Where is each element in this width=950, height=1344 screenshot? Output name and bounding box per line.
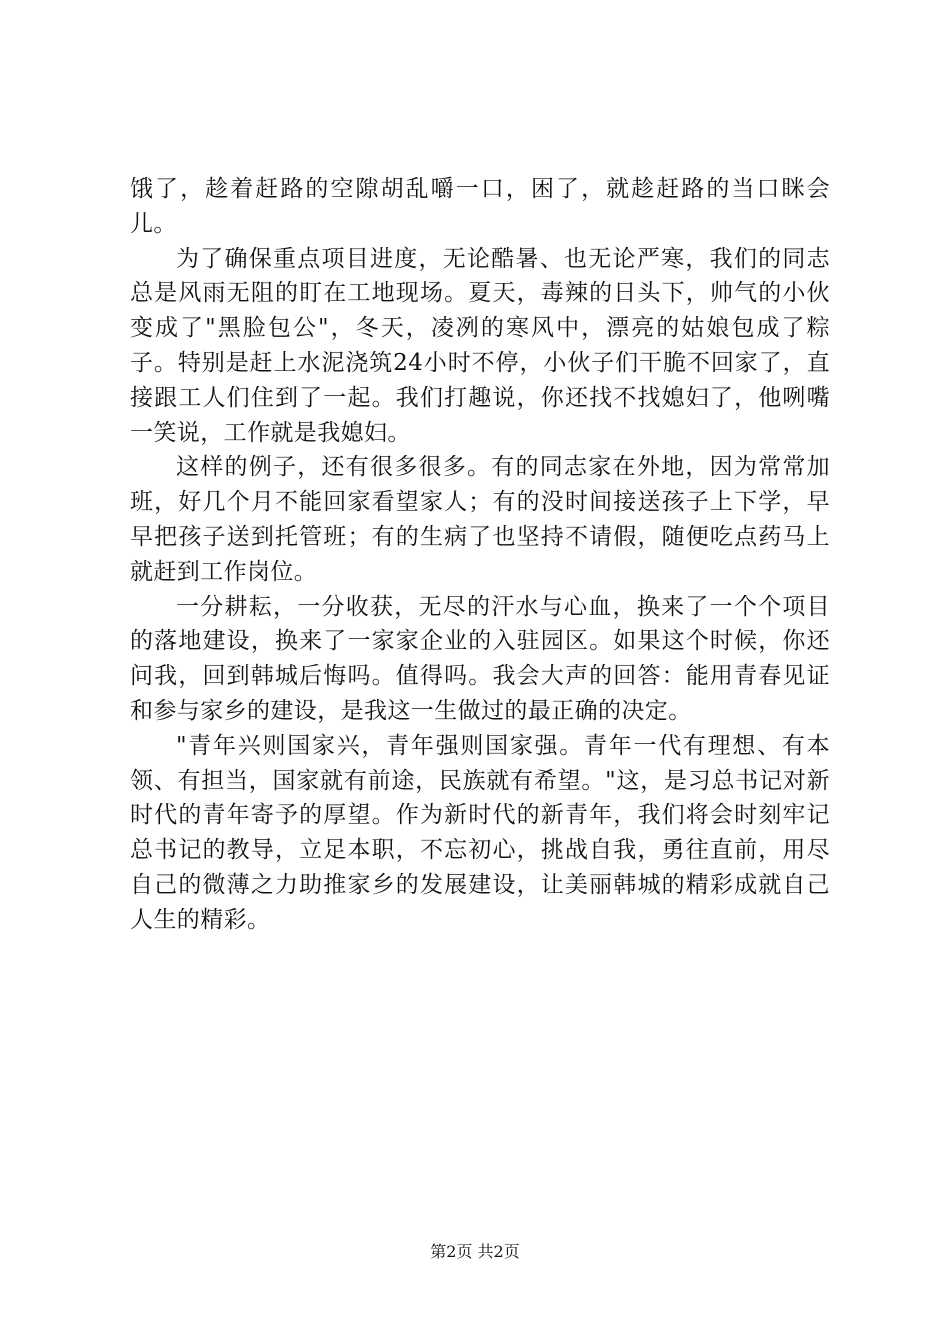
paragraph-4: 一分耕耘，一分收获，无尽的汗水与心血，换来了一个个项目的落地建设，换来了一家家企业的入驻园区。如果这个时候，你还问我，回到韩城后悔吗。值得吗。我会大声的回答：能用青春见证和参与家乡的建设，是我这一生做过的最正确的决定。 bbox=[130, 593, 830, 724]
paragraph-1: 饿了，趁着赶路的空隙胡乱嚼一口，困了，就趁赶路的当口眯会儿。 bbox=[130, 176, 830, 237]
paragraph-3: 这样的例子，还有很多很多。有的同志家在外地，因为常常加班，好几个月不能回家看望家人；有的没时间接送孩子上下学，早早把孩子送到托管班；有的生病了也坚持不请假，随便吃点药马上就赶到工作岗位。 bbox=[130, 454, 830, 585]
paragraph-5: "青年兴则国家兴，青年强则国家强。青年一代有理想、有本领、有担当，国家就有前途，民族就有希望。"这，是习总书记对新时代的青年寄予的厚望。作为新时代的新青年，我们将会时刻牢记总书记的教导，立足本职，不忘初心，挑战自我，勇往直前，用尽自己的微薄之力助推家乡的发展建设，让美丽韩城的精彩成就自己人生的精彩。 bbox=[130, 732, 830, 933]
page-number: 第2页 共2页 bbox=[430, 1242, 520, 1261]
page-footer bbox=[0, 1242, 950, 1262]
body-text bbox=[130, 172, 830, 938]
paragraph-2: 为了确保重点项目进度，无论酷暑、也无论严寒，我们的同志总是风雨无阻的盯在工地现场。夏天，毒辣的日头下，帅气的小伙变成了"黑脸包公"，冬天，凌冽的寒风中，漂亮的姑娘包成了粽子。特别是赶上水泥浇筑24小时不停，小伙子们干脆不回家了，直接跟工人们住到了一起。我们打趣说，你还找不找媳妇了，他咧嘴一笑说，工作就是我媳妇。 bbox=[130, 245, 830, 446]
